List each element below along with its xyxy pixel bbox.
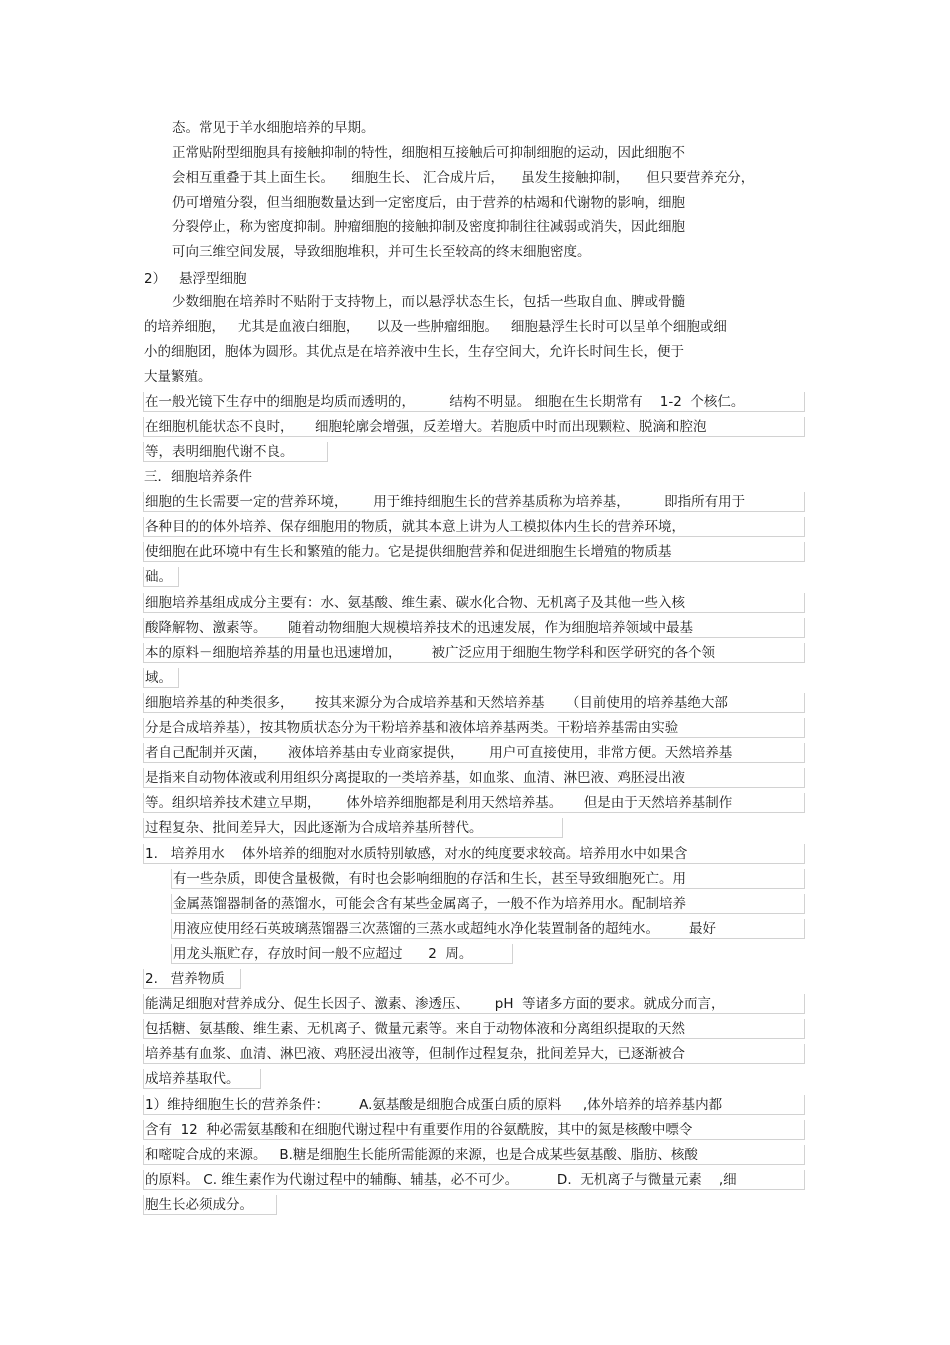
text-line: 小的细胞团，胞体为圆形。其优点是在培养液中生长，生存空间大，允许长时间生长，便于 [144, 344, 684, 360]
text-line: 域。 [143, 668, 179, 688]
text-line: 能满足细胞对营养成分、促生长因子、激素、渗透压、 pH 等诸多方面的要求。就成分而言， [143, 994, 805, 1014]
text-line: 酸降解物、激素等。 随着动物细胞大规模培养技术的迅速发展，作为细胞培养领域中最基 [143, 618, 805, 638]
text-line: 会相互重叠于其上面生长。 细胞生长、 汇合成片后， 虽发生接触抑制， 但只要营养充分， [172, 170, 755, 186]
text-line: 过程复杂、批间差异大，因此逐渐为合成培养基所替代。 [143, 818, 563, 838]
text-line: 分是合成培养基），按其物质状态分为干粉培养基和液体培养基两类。干粉培养基需由实验 [143, 718, 805, 738]
text-line: 用龙头瓶贮存，存放时间一般不应超过 2 周。 [171, 944, 513, 964]
text-line: 可向三维空间发展，导致细胞堆积，并可生长至较高的终末细胞密度。 [172, 244, 591, 260]
text-line: 金属蒸馏器制备的蒸馏水，可能会含有某些金属离子，一般不作为培养用水。配制培养 [171, 894, 805, 914]
text-line: 的原料。 C. 维生素作为代谢过程中的辅酶、辅基，必不可少。 D. 无机离子与微量元素 ,细 [143, 1170, 805, 1190]
text-line: 和嘧啶合成的来源。 B.糖是细胞生长能所需能源的来源，也是合成某些氨基酸、脂肪、核酸 [143, 1145, 805, 1165]
text-line: 细胞培养基的种类很多， 按其来源分为合成培养基和天然培养基 （目前使用的培养基绝大部 [143, 693, 805, 713]
text-line: 等。组织培养技术建立早期， 体外培养细胞都是利用天然培养基。 但是由于天然培养基制作 [143, 793, 805, 813]
text-line: 用液应使用经石英玻璃蒸馏器三次蒸馏的三蒸水或超纯水净化装置制备的超纯水。 最好 [171, 919, 805, 939]
text-line: 含有 12 种必需氨基酸和在细胞代谢过程中有重要作用的谷氨酰胺，其中的氮是核酸中嘌令 [143, 1120, 805, 1140]
text-line: 态。常见于羊水细胞培养的早期。 [172, 120, 375, 136]
text-line: 培养基有血浆、血清、淋巴液、鸡胚浸出液等，但制作过程复杂，批间差异大，已逐渐被合 [143, 1044, 805, 1064]
section-heading: 2） 悬浮型细胞 [144, 271, 247, 287]
text-line: 胞生长必须成分。 [143, 1195, 277, 1215]
text-line: 者自己配制并灭菌， 液体培养基由专业商家提供， 用户可直接使用，非常方便。天然培养基 [143, 743, 805, 763]
section-heading: 三．细胞培养条件 [144, 469, 252, 485]
text-line: 分裂停止，称为密度抑制。肿瘤细胞的接触抑制及密度抑制往往减弱或消失，因此细胞 [172, 219, 685, 235]
text-line: 仍可增殖分裂，但当细胞数量达到一定密度后，由于营养的枯竭和代谢物的影响，细胞 [172, 195, 685, 211]
text-line: 在细胞机能状态不良时， 细胞轮廓会增强，反差增大。若胞质中时而出现颗粒、脱滴和腔泡 [143, 417, 805, 437]
text-line: 等，表明细胞代谢不良。 [143, 442, 328, 462]
text-line: 包括糖、氨基酸、维生素、无机离子、微量元素等。来自于动物体液和分离组织提取的天然 [143, 1019, 805, 1039]
text-line: 的培养细胞， 尤其是血液白细胞， 以及一些肿瘤细胞。 细胞悬浮生长时可以呈单个细胞或细 [144, 319, 727, 335]
text-line: 1）维持细胞生长的营养条件： A.氨基酸是细胞合成蛋白质的原料 ,体外培养的培养基内都 [143, 1095, 805, 1115]
text-line: 细胞培养基组成成分主要有：水、氨基酸、维生素、碳水化合物、无机离子及其他一些入核 [143, 593, 805, 613]
text-line: 有一些杂质，即使含量极微，有时也会影响细胞的存活和生长，甚至导致细胞死亡。用 [171, 869, 805, 889]
text-line: 细胞的生长需要一定的营养环境， 用于维持细胞生长的营养基质称为培养基， 即指所有用于 [143, 492, 805, 512]
text-line: 正常贴附型细胞具有接触抑制的特性，细胞相互接触后可抑制细胞的运动，因此细胞不 [172, 145, 685, 161]
text-line: 使细胞在此环境中有生长和繁殖的能力。它是提供细胞营养和促进细胞生长增殖的物质基 [143, 542, 805, 562]
text-line: 本的原料－细胞培养基的用量也迅速增加， 被广泛应用于细胞生物学科和医学研究的各个领 [143, 643, 805, 663]
text-line: 成培养基取代。 [143, 1069, 261, 1089]
section-heading: 2. 营养物质 [143, 969, 241, 989]
text-line: 础。 [143, 567, 179, 587]
text-line: 在一般光镜下生存中的细胞是均质而透明的， 结构不明显。 细胞在生长期常有 1-2 个核仁。 [143, 392, 805, 412]
text-line: 1. 培养用水 体外培养的细胞对水质特别敏感，对水的纯度要求较高。培养用水中如果含 [143, 844, 805, 864]
text-line: 各种目的的体外培养、保存细胞用的物质，就其本意上讲为人工模拟体内生长的营养环境， [143, 517, 805, 537]
text-line: 少数细胞在培养时不贴附于支持物上，而以悬浮状态生长，包括一些取自血、脾或骨髓 [172, 294, 685, 310]
text-line: 是指来自动物体液或利用组织分离提取的一类培养基，如血浆、血清、淋巴液、鸡胚浸出液 [143, 768, 805, 788]
text-line: 大量繁殖。 [144, 369, 212, 385]
